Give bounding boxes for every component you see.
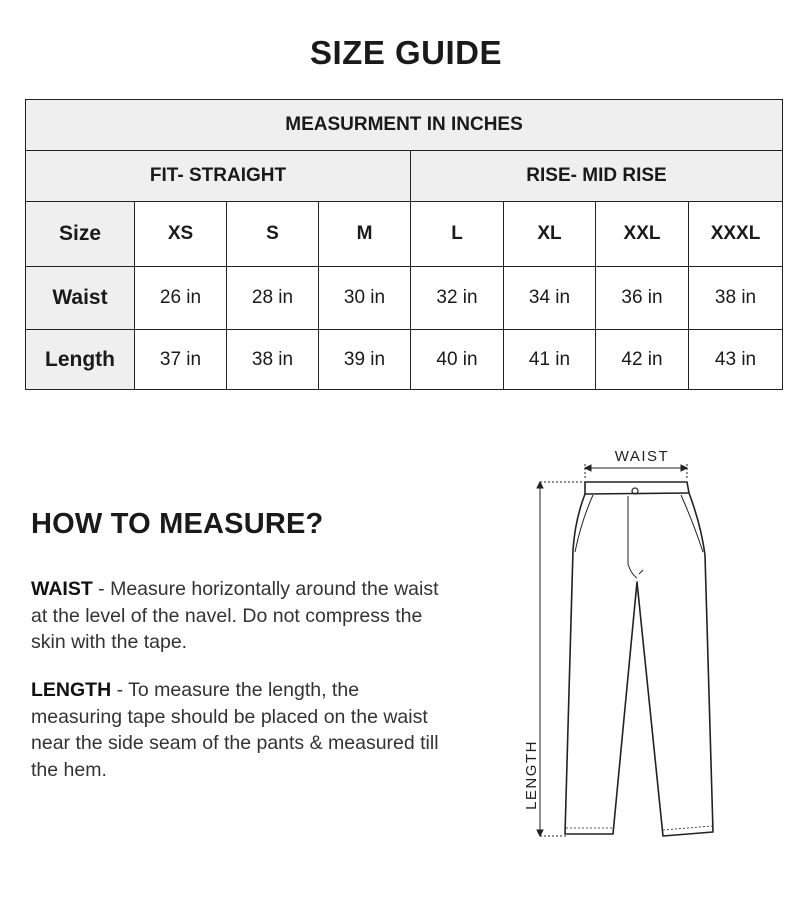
table-banner: MEASURMENT IN INCHES <box>26 100 783 151</box>
size-row-header: Size <box>26 202 135 267</box>
rise-header: RISE- MID RISE <box>411 151 783 202</box>
size-header-cell: M <box>319 202 411 267</box>
size-header-cell: L <box>411 202 504 267</box>
waist-diagram-label: WAIST <box>614 448 670 465</box>
waist-instructions <box>31 576 441 656</box>
length-instructions <box>31 677 441 783</box>
table-cell: 32 in <box>411 267 504 330</box>
table-cell: 26 in <box>135 267 227 330</box>
table-cell: 36 in <box>596 267 689 330</box>
fit-header: FIT- STRAIGHT <box>26 151 411 202</box>
page-title: SIZE GUIDE <box>309 34 503 71</box>
table-cell: 37 in <box>135 330 227 390</box>
waist-key: WAIST <box>31 578 93 600</box>
table-cell: 41 in <box>504 330 596 390</box>
pants-icon <box>565 482 713 836</box>
table-cell: 34 in <box>504 267 596 330</box>
how-to-measure-heading: HOW TO MEASURE? <box>31 508 324 540</box>
length-diagram-label: LENGTH <box>523 740 540 810</box>
table-cell: 28 in <box>227 267 319 330</box>
size-header-cell: XS <box>135 202 227 267</box>
pants-measure-diagram <box>515 440 725 850</box>
size-header-cell: S <box>227 202 319 267</box>
size-header-cell: XXXL <box>689 202 783 267</box>
table-cell: 40 in <box>411 330 504 390</box>
table-cell: 38 in <box>689 267 783 330</box>
waist-row-header: Waist <box>26 267 135 330</box>
table-cell: 42 in <box>596 330 689 390</box>
length-row-header: Length <box>26 330 135 390</box>
table-cell: 30 in <box>319 267 411 330</box>
length-text: - To measure the length, the measuring tape should be placed on the waist near the side seam of the pants & measured till the hem. <box>31 679 439 781</box>
waist-arrow <box>585 464 687 480</box>
size-header-cell: XL <box>504 202 596 267</box>
table-cell: 38 in <box>227 330 319 390</box>
length-key: LENGTH <box>31 679 112 701</box>
size-table <box>25 99 783 390</box>
table-row <box>26 330 783 390</box>
size-header-cell: XXL <box>596 202 689 267</box>
table-cell: 39 in <box>319 330 411 390</box>
waist-text: - Measure horizontally around the waist at the level of the navel. Do not compress the skin with the tape. <box>31 578 439 653</box>
table-cell: 43 in <box>689 330 783 390</box>
table-row <box>26 267 783 330</box>
